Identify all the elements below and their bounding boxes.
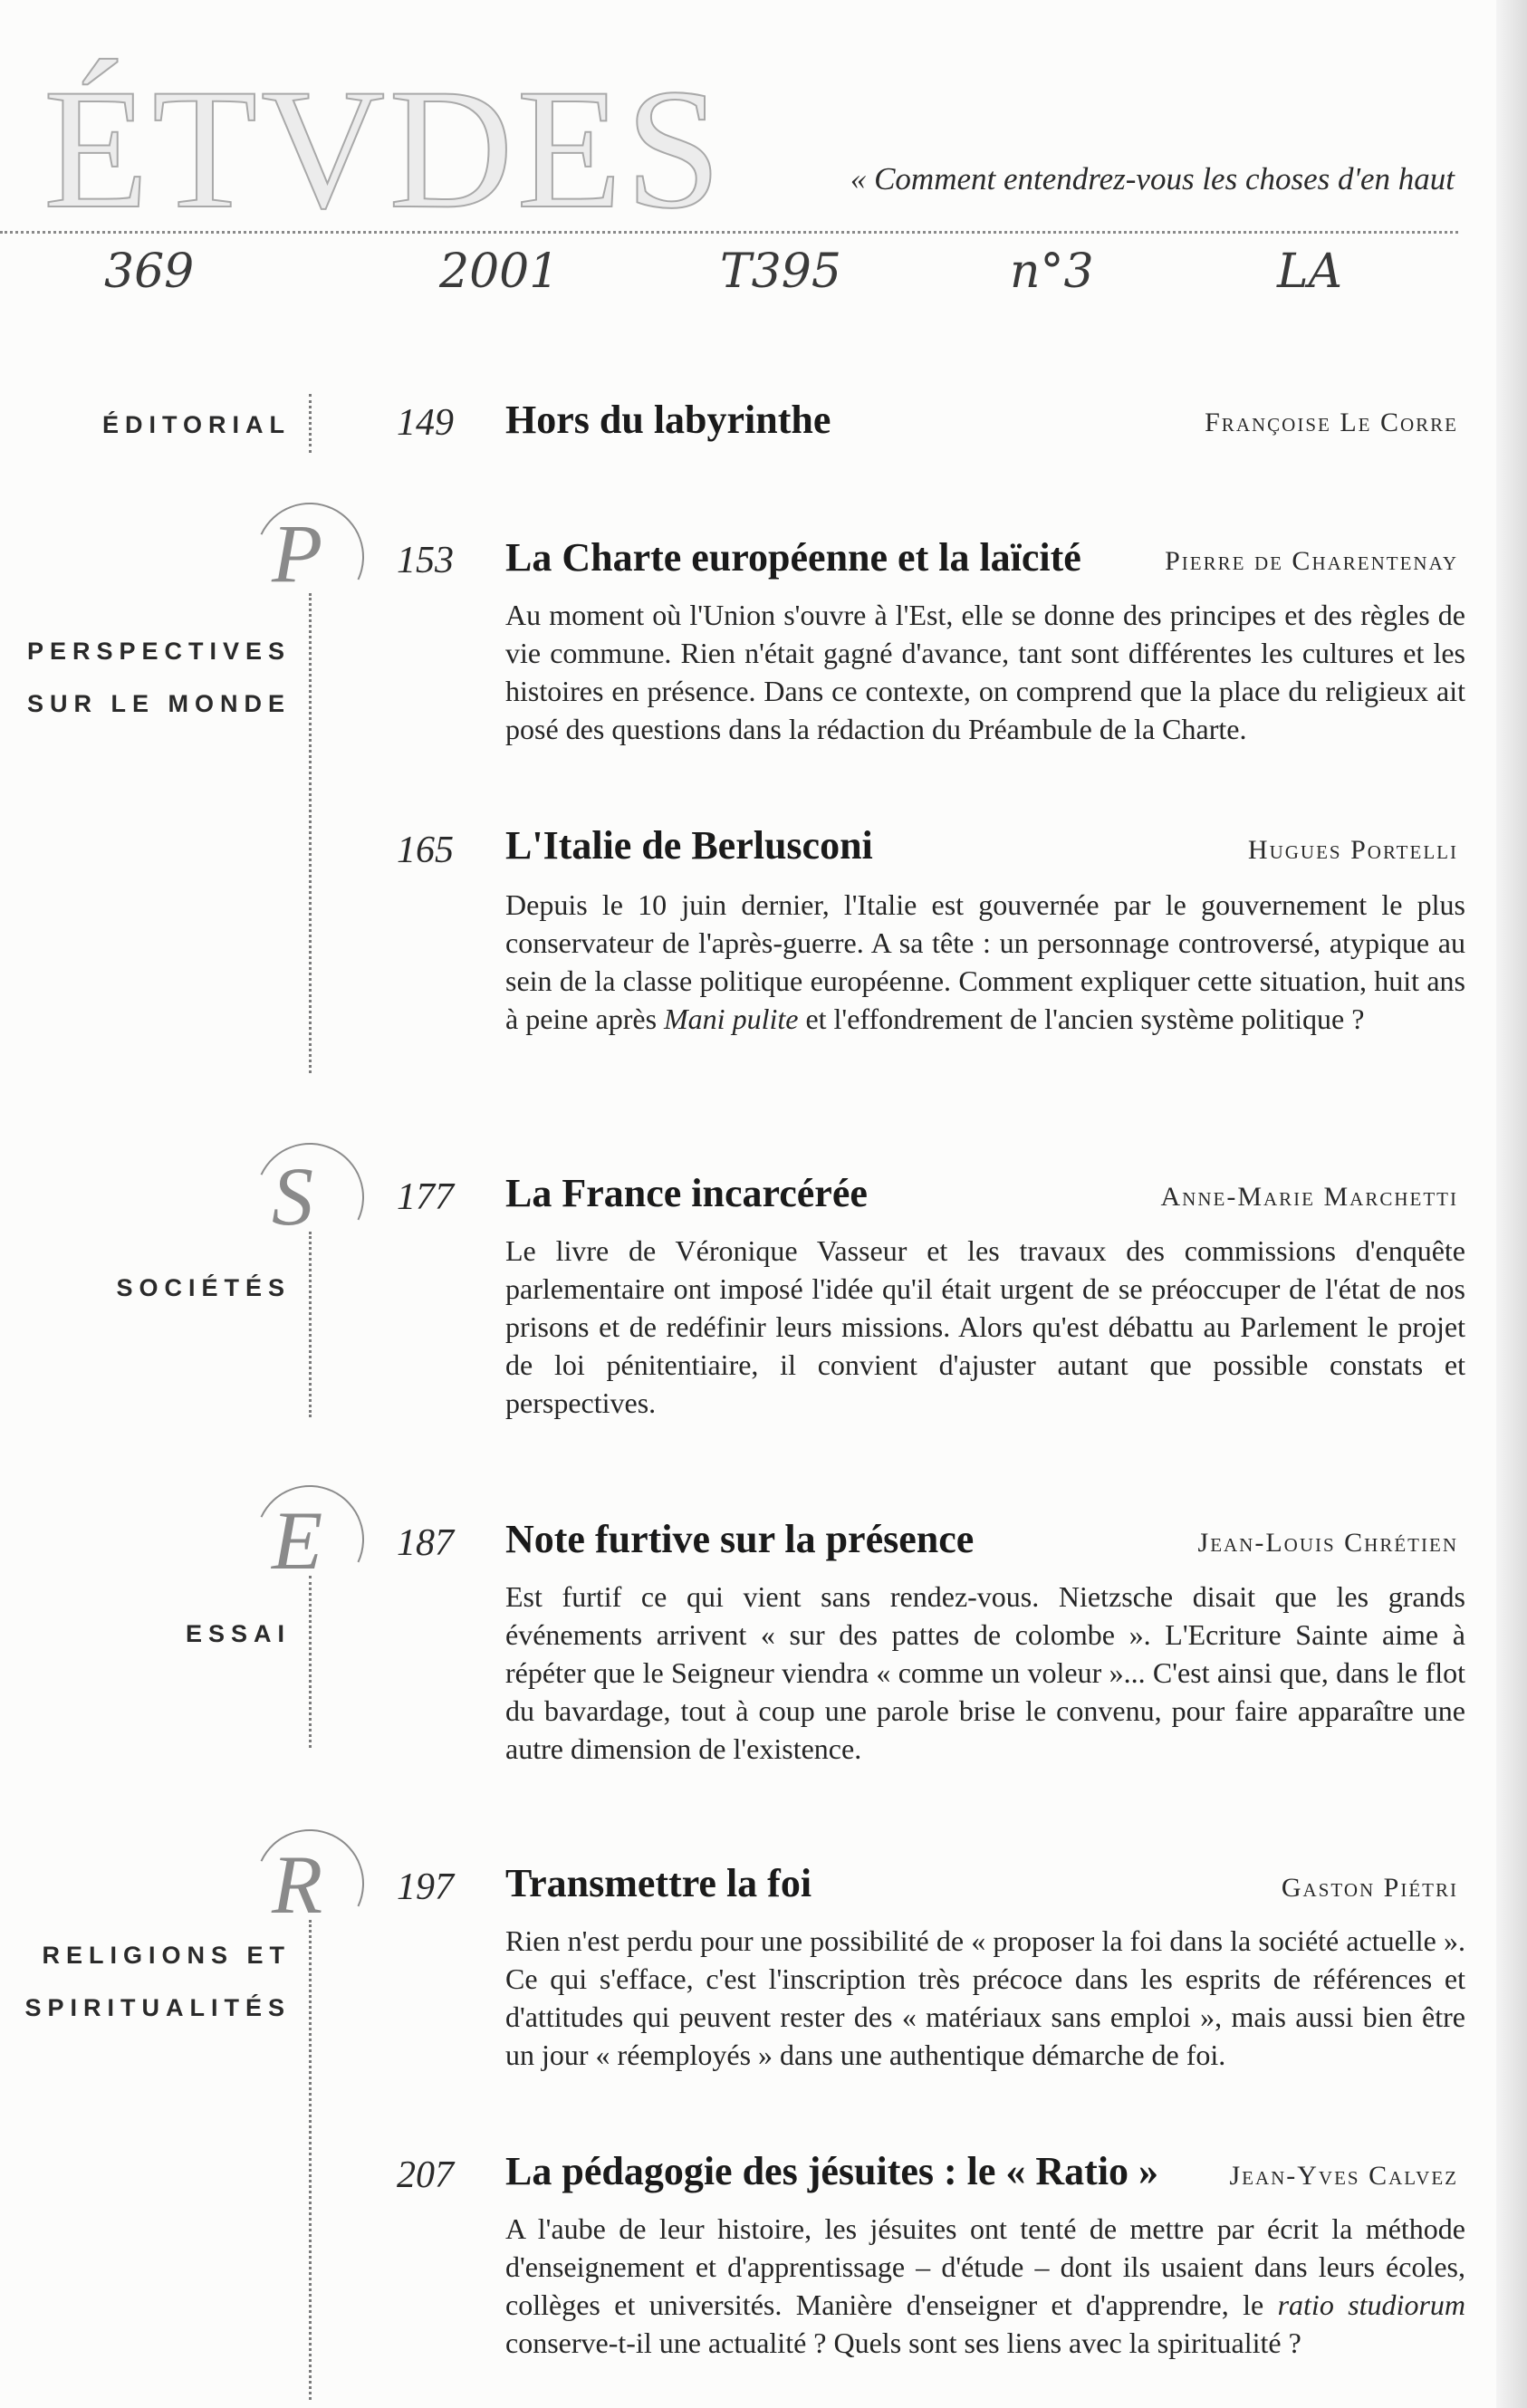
article-page-number: 197 (397, 1866, 454, 1908)
section-initial-r: R (272, 1838, 323, 1931)
article-title[interactable]: L'Italie de Berlusconi (505, 823, 873, 868)
article-page-number: 207 (397, 2154, 454, 2196)
article-page-number: 149 (397, 402, 454, 444)
article-description (505, 1232, 1465, 1422)
article-description (505, 886, 1465, 1038)
article-author: Françoise Le Corre (1205, 408, 1458, 437)
handwritten-volume: 369 (104, 245, 195, 299)
masthead-divider (0, 231, 1458, 234)
description-italic-text: Mani pulite (664, 1003, 799, 1035)
section-initial-e: E (272, 1494, 323, 1587)
section-divider-perspectives (309, 593, 312, 1073)
handwritten-code: LA (1277, 245, 1343, 299)
handwritten-tome: T395 (720, 245, 841, 299)
section-label-perspectives (27, 625, 291, 730)
article-author: Gaston Piétri (1281, 1873, 1458, 1903)
section-label-essai: ESSAI (185, 1620, 291, 1647)
article-description-text: Au moment où l'Union s'ouvre à l'Est, elle se donne des principes et des règles de vie commune. Rien n'était gagné d'avance, tant sont différentes les cultures et les histoires en présence. Dans ce contexte, on comprend que la place du religieux ait posé des questions dans la rédaction du Préambule de la Charte. (505, 599, 1465, 745)
section-label-line: SPIRITUALITÉS (24, 1994, 291, 2021)
description-text: conserve-t-il une actualité ? Quels sont ses liens avec la spiritualité ? (505, 2326, 1301, 2359)
section-divider-societes (309, 1232, 312, 1417)
section-initial-s: S (272, 1150, 313, 1242)
description-text: et l'effondrement de l'ancien système politique ? (798, 1003, 1365, 1035)
article-author: Anne-Marie Marchetti (1160, 1182, 1458, 1212)
article-page-number: 177 (397, 1176, 454, 1218)
article-page-number: 153 (397, 540, 454, 581)
section-label-line: SUR LE MONDE (26, 690, 291, 717)
article-author: Jean-Louis Chrétien (1197, 1528, 1458, 1558)
article-author: Hugues Portelli (1247, 835, 1458, 865)
article-description (505, 596, 1465, 748)
article-description (505, 2210, 1465, 2362)
journal-motto: « Comment entendrez-vous les choses d'en haut (850, 161, 1455, 197)
section-label-line: RELIGIONS ET (42, 1942, 291, 1969)
description-italic-text: ratio studiorum (1277, 2288, 1466, 2321)
section-label-editorial: ÉDITORIAL (101, 411, 291, 438)
article-title[interactable]: La pédagogie des jésuites : le « Ratio » (505, 2149, 1159, 2193)
article-title[interactable]: La France incarcérée (505, 1171, 868, 1215)
page-binding-shadow (1496, 0, 1527, 2408)
article-description-text: Est furtif ce qui vient sans rendez-vous. Nietzsche disait que les grands événements arrivent « sur des pattes de colombe ». L'Ecriture Sainte aime à répéter que le Seigneur viendra « comme un voleur »... C'est ainsi que, dans le flot du bavardage, tout à coup une parole brise le convenu, pour faire apparaître une autre dimension de l'existence. (505, 1580, 1465, 1765)
description-text: A l'aube de leur histoire, les jésuites ont tenté de mettre par écrit la méthode d'enseignement et d'apprentissage – d'étude – dont ils usaient dans leurs écoles, collèges et universités. Manière d'enseigner et d'apprendre, le (505, 2212, 1465, 2321)
handwritten-number: n°3 (1010, 245, 1094, 299)
section-label-line: PERSPECTIVES (26, 638, 291, 665)
article-description (505, 1578, 1465, 1768)
description-text: Depuis le 10 juin dernier, l'Italie est gouvernée par le gouvernement le plus conservateur de l'après-guerre. A sa tête : un personnage controversé, atypique au sein de la classe politique européenne. Comment expliquer cette situation, huit ans à peine après (505, 888, 1465, 1035)
article-title[interactable]: La Charte européenne et la laïcité (505, 535, 1081, 580)
article-description-text: Le livre de Véronique Vasseur et les travaux des commissions d'enquête parlementaire ont imposé l'idée qu'il était urgent de se préoccuper de l'état de nos prisons et de redéfinir leurs missions. Alors qu'est débattu au Parlement le projet de loi pénitentiaire, il convient d'ajuster autant que possible constats et perspectives. (505, 1234, 1465, 1419)
section-label-religions (24, 1929, 291, 2034)
article-description-text: Rien n'est perdu pour une possibilité de « proposer la foi dans la société actuelle ». Ce qui s'efface, c'est l'inscription très précoce dans les esprits de références et d'attitudes qui peuvent rester des « matériaux sans emploi », mais aussi bien être un jour « réemployés » dans une authentique démarche de foi. (505, 1924, 1465, 2071)
journal-logo: ÉTVDES (43, 54, 725, 245)
article-title[interactable]: Note furtive sur la présence (505, 1517, 975, 1561)
article-page-number: 165 (397, 830, 454, 871)
section-divider-essai (309, 1576, 312, 1748)
section-label-societes: SOCIÉTÉS (116, 1274, 291, 1301)
section-divider-religions (309, 1920, 312, 2400)
handwritten-year: 2001 (439, 245, 560, 299)
section-divider-editorial (309, 394, 312, 453)
article-description (505, 1922, 1465, 2074)
article-page-number: 187 (397, 1522, 454, 1564)
article-author: Jean-Yves Calvez (1229, 2161, 1458, 2191)
section-initial-p: P (272, 507, 323, 600)
article-title[interactable]: Transmettre la foi (505, 1861, 812, 1905)
article-author: Pierre de Charentenay (1165, 546, 1458, 576)
article-title[interactable]: Hors du labyrinthe (505, 398, 831, 442)
